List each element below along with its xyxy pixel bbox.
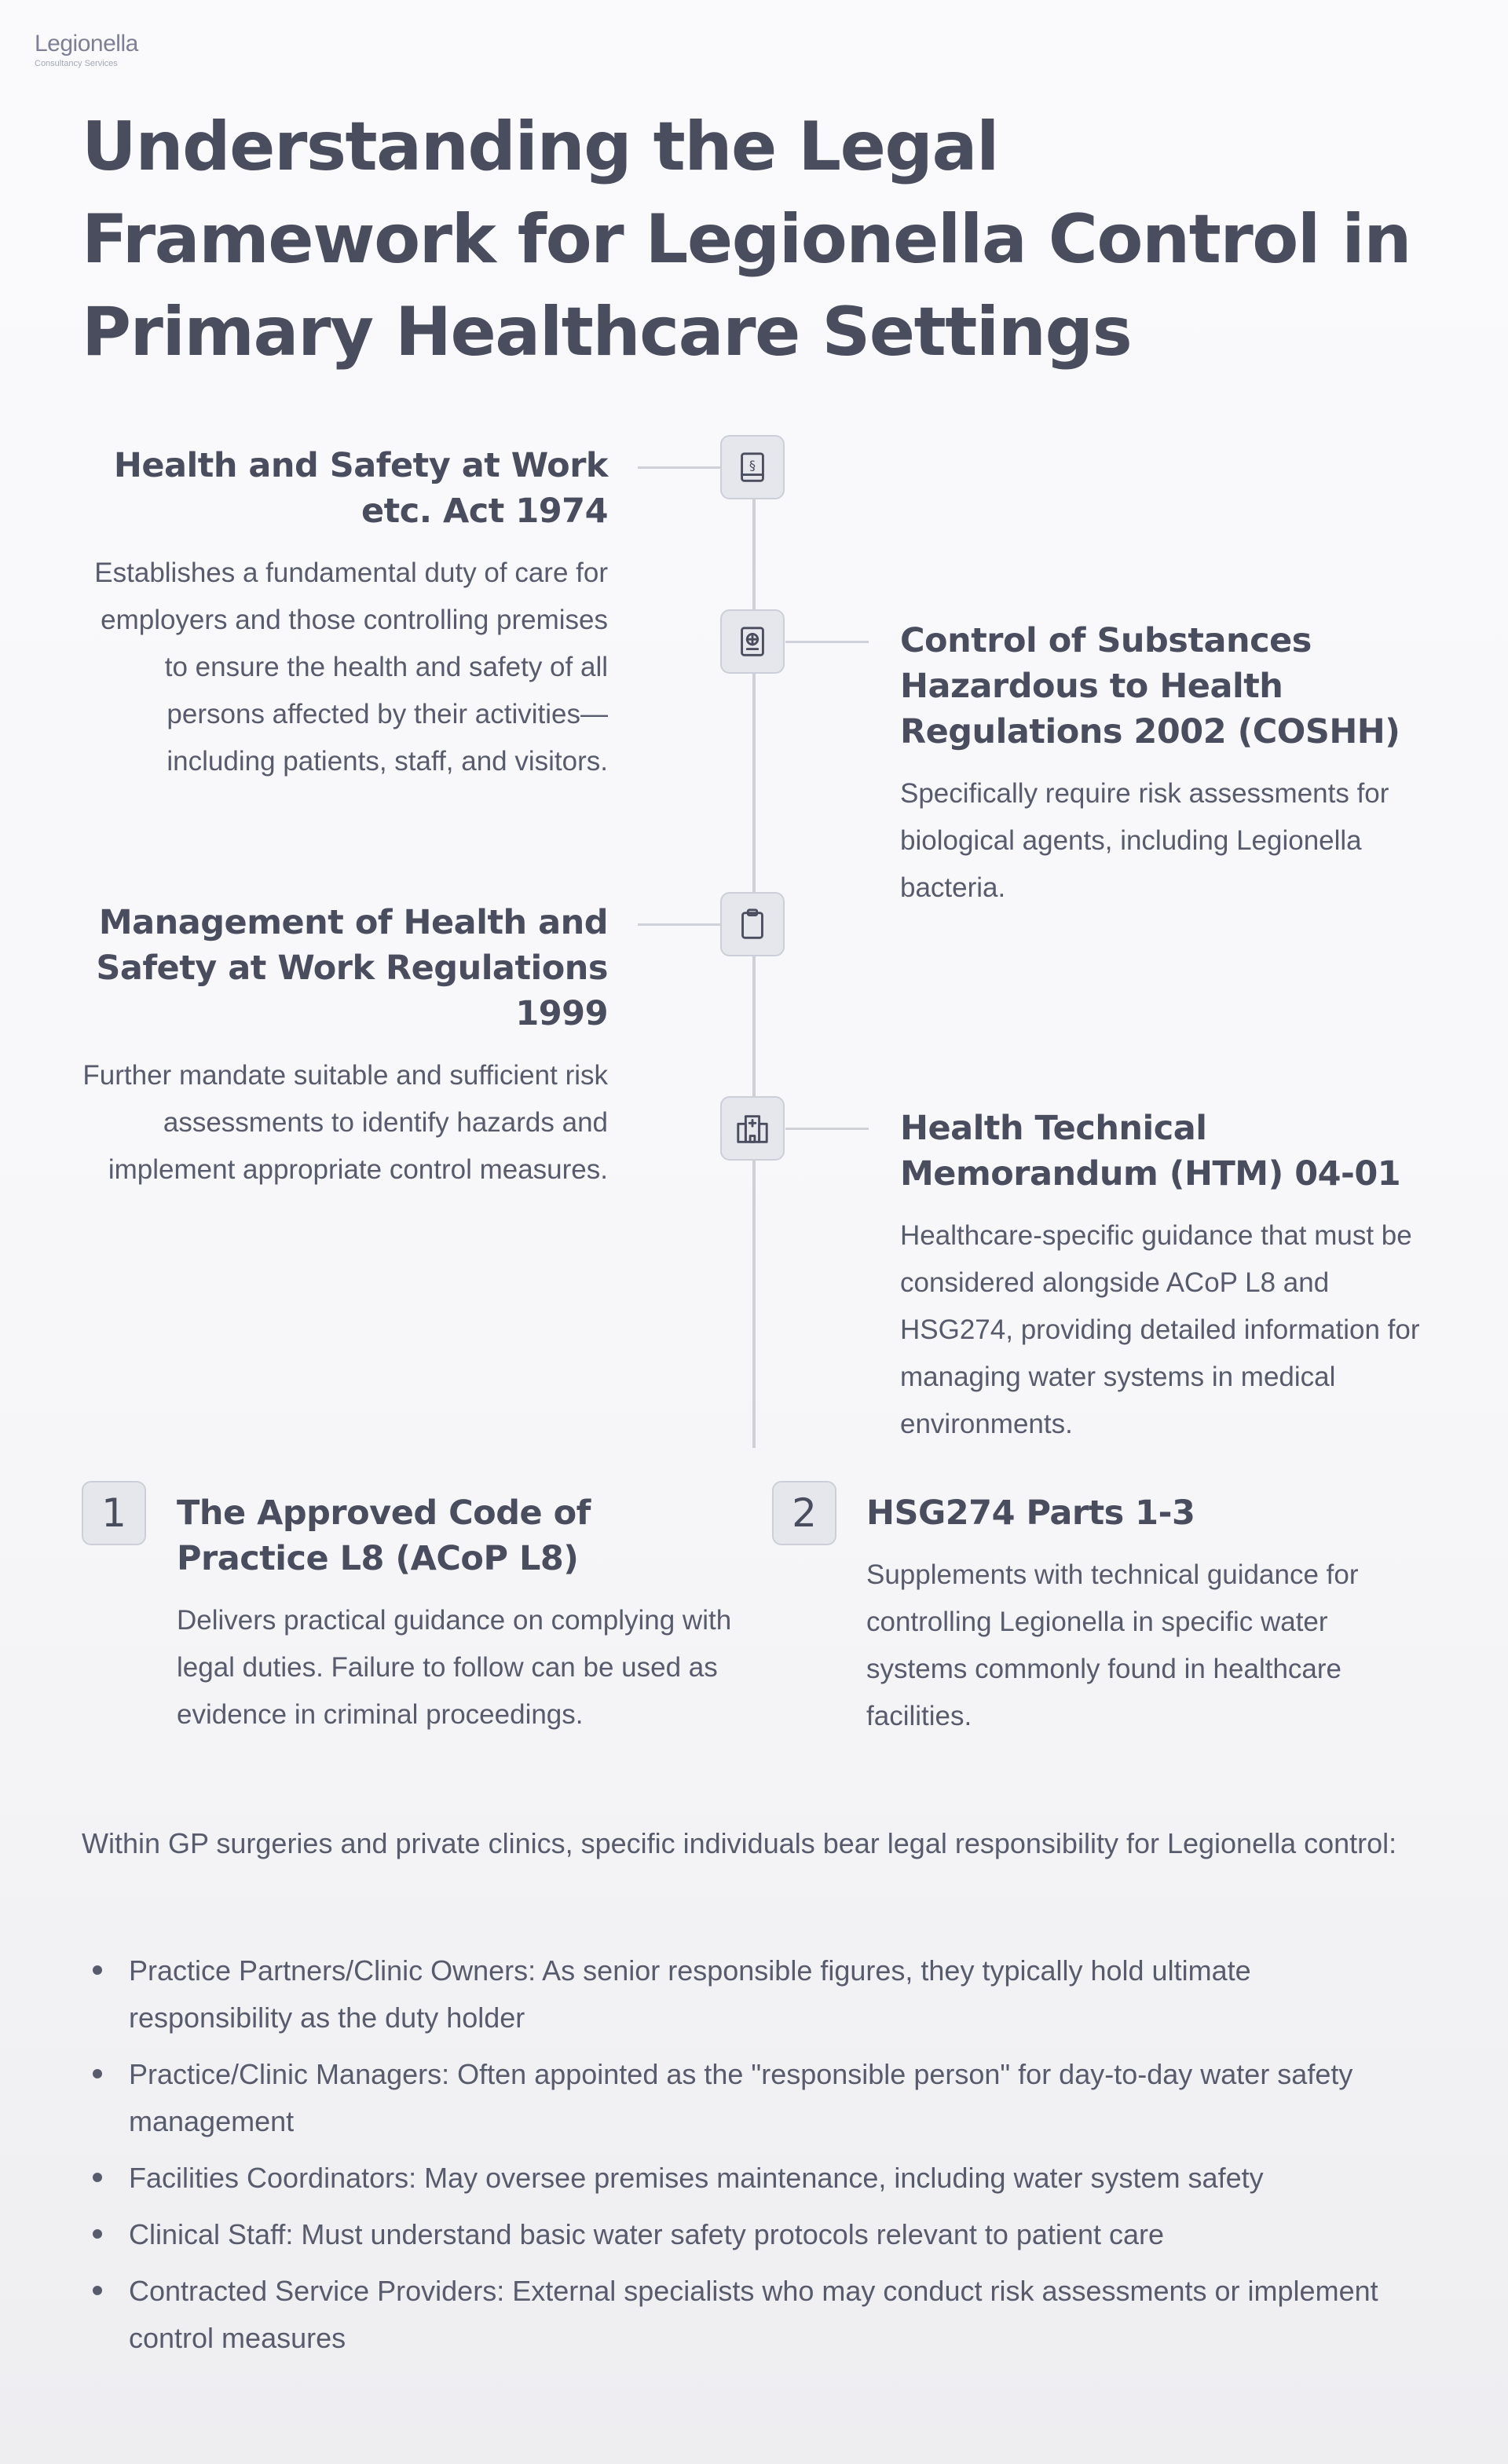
- entry-heading: Health and Safety at Work etc. Act 1974: [113, 446, 608, 531]
- timeline-entry: [900, 1106, 1434, 1448]
- list-item-text: Practice Partners/Clinic Owners: As senior responsible figures, they typically hold ultimate responsibility as the duty holder: [129, 1954, 1251, 2034]
- guidance-heading: HSG274 Parts 1-3: [866, 1493, 1195, 1533]
- guidance-card: [177, 1490, 742, 1738]
- law-book-icon: [720, 435, 785, 499]
- entry-description: Healthcare-specific guidance that must be considered alongside ACoP L8 and HSG274, providing detailed information for managing water systems in medical environments.: [900, 1220, 1420, 1439]
- guidance-card: [866, 1490, 1432, 1740]
- timeline-entry: [82, 443, 608, 785]
- guidance-description: Delivers practical guidance on complying with legal duties. Failure to follow can be used as evidence in criminal proceedings.: [177, 1605, 732, 1730]
- svg-text:§: §: [749, 457, 756, 473]
- entry-heading: Management of Health and Safety at Work Regulations 1999: [96, 903, 608, 1033]
- entry-heading: Health Technical Memorandum (HTM) 04-01: [900, 1109, 1401, 1194]
- bullet-icon: [93, 2173, 102, 2182]
- hazard-passport-icon: [720, 609, 785, 674]
- timeline-connector: [785, 641, 869, 643]
- bullet-icon: [93, 1965, 102, 1975]
- list-item: [82, 2051, 1401, 2145]
- list-item: [82, 1947, 1401, 2042]
- entry-description: Specifically require risk assessments for biological agents, including Legionella bacteria.: [900, 778, 1389, 903]
- timeline-connector: [638, 923, 721, 926]
- bullet-icon: [93, 2229, 102, 2239]
- entry-heading: Control of Substances Hazardous to Health Regulations 2002 (COSHH): [900, 621, 1400, 751]
- guidance-description: Supplements with technical guidance for controlling Legionella in specific water systems commonly found in healthcare facilities.: [866, 1559, 1359, 1731]
- page-title: Understanding the Legal Framework for Legionella Control in Primary Healthcare Settings: [82, 108, 1411, 371]
- entry-description: Further mandate suitable and sufficient risk assessments to identify hazards and implement appropriate control measures.: [82, 1060, 608, 1185]
- bullet-icon: [93, 2069, 102, 2078]
- number-badge: 1: [82, 1481, 146, 1545]
- logo-tagline: Consultancy Services: [35, 59, 118, 68]
- list-item-text: Practice/Clinic Managers: Often appointed as the "responsible person" for day-to-day water safety management: [129, 2058, 1353, 2137]
- hospital-icon: [720, 1096, 785, 1161]
- number-badge: 2: [772, 1481, 836, 1545]
- bullet-icon: [93, 2286, 102, 2295]
- brand-logo: [35, 31, 138, 69]
- list-item: [82, 2155, 1401, 2202]
- timeline-connector: [785, 1128, 869, 1130]
- entry-description: Establishes a fundamental duty of care for employers and those controlling premises to ensure the health and safety of all persons affected by their activities—including patients, staff, and visitors.: [94, 558, 608, 777]
- responsibility-intro: Within GP surgeries and private clinics, specific individuals bear legal responsibility for Legionella control:: [82, 1827, 1397, 1859]
- timeline-entry: [900, 618, 1434, 912]
- list-item-text: Clinical Staff: Must understand basic water safety protocols relevant to patient care: [129, 2218, 1165, 2250]
- logo-name: Legionella: [35, 31, 138, 57]
- timeline-entry: [82, 900, 608, 1194]
- timeline-connector: [638, 466, 721, 469]
- responsibility-list: [82, 1947, 1401, 2371]
- list-item-text: Contracted Service Providers: External specialists who may conduct risk assessments or implement control measures: [129, 2275, 1378, 2354]
- clipboard-icon: [720, 892, 785, 956]
- guidance-heading: The Approved Code of Practice L8 (ACoP L8): [177, 1493, 591, 1578]
- list-item-text: Facilities Coordinators: May oversee premises maintenance, including water system safety: [129, 2162, 1264, 2194]
- list-item: [82, 2211, 1401, 2258]
- list-item: [82, 2268, 1401, 2362]
